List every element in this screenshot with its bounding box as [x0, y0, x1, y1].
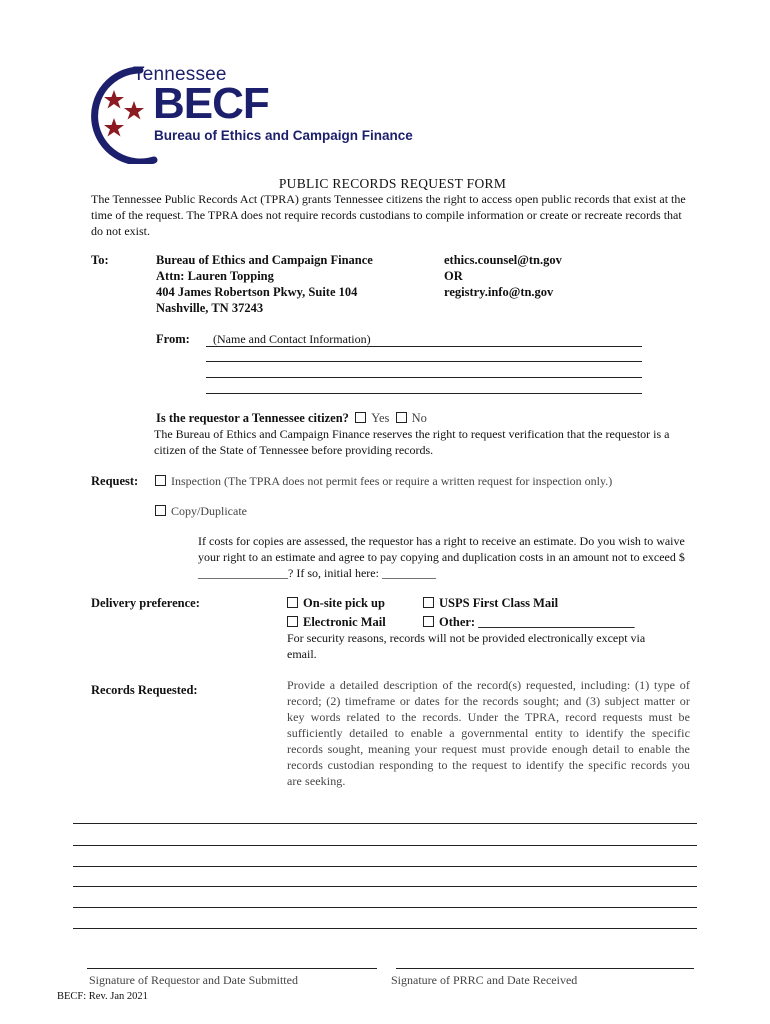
copy-label: Copy/Duplicate: [171, 504, 247, 518]
requestor-signature-caption: Signature of Requestor and Date Submitted: [89, 973, 298, 987]
delivery-other-option: [423, 614, 634, 630]
delivery-usps-option: [423, 595, 558, 611]
revision-footer: BECF: Rev. Jan 2021: [57, 991, 148, 1002]
inspection-checkbox[interactable]: [155, 475, 166, 486]
records-instructions: Provide a detailed description of the record(s) requested, including: (1) type of record; (2) timeframe or dates for the records sought; and (3) subject matter or key words related to the records. Under the TPRA, record requests must be sufficiently detailed to enable a governmental entity to identify the specific records sought, meaning your request must provide enough detail to enable the records custodian responding to the request to identify the specific records you are seeking.: [287, 678, 690, 788]
address-line: Bureau of Ethics and Campaign Finance: [156, 253, 373, 267]
star-icon: [104, 90, 124, 109]
delivery-label: Delivery preference:: [91, 596, 200, 610]
estimate-paragraph: If costs for copies are assessed, the requestor has a right to receive an estimate. Do you wish to waive your right to an estimate and agree to pay copying and duplication costs in an amount not to exceed $ _______________? If so, initial here: _________: [198, 534, 685, 580]
copy-checkbox[interactable]: [155, 505, 166, 516]
citizen-note: The Bureau of Ethics and Campaign Finance reserves the right to request verification that the requestor is a citizen of the State of Tennessee before providing records.: [154, 427, 670, 457]
address-line: 404 James Robertson Pkwy, Suite 104: [156, 285, 358, 299]
records-label: Records Requested:: [91, 683, 198, 697]
request-inspection-row: [155, 473, 612, 489]
address-line: Nashville, TN 37243: [156, 301, 264, 315]
other-checkbox[interactable]: [423, 616, 434, 627]
records-field-line-3[interactable]: [73, 866, 697, 867]
onsite-checkbox[interactable]: [287, 597, 298, 608]
becf-logo: [78, 64, 413, 164]
citizen-yes-checkbox[interactable]: [355, 412, 366, 423]
delivery-onsite-option: [287, 595, 385, 611]
citizen-question: Is the requestor a Tennessee citizen?: [156, 411, 349, 425]
from-label: From:: [156, 332, 190, 346]
prrc-signature-line[interactable]: [396, 968, 694, 969]
star-icon: [124, 101, 144, 120]
from-field-line-2[interactable]: [206, 361, 642, 362]
contact-email[interactable]: ethics.counsel@tn.gov: [444, 253, 562, 267]
usps-label: USPS First Class Mail: [439, 596, 559, 610]
citizen-no-checkbox[interactable]: [396, 412, 407, 423]
to-address: [156, 252, 416, 316]
form-title: PUBLIC RECORDS REQUEST FORM: [278, 176, 507, 191]
delivery-note: For security reasons, records will not be provided electronically except via email.: [287, 631, 646, 661]
contact-or: OR: [444, 269, 463, 283]
from-field-line-4[interactable]: [206, 393, 642, 394]
email-checkbox[interactable]: [287, 616, 298, 627]
records-field-line-6[interactable]: [73, 928, 697, 929]
contact-email[interactable]: registry.info@tn.gov: [444, 285, 554, 299]
to-label: To:: [91, 253, 109, 267]
to-contacts: [444, 252, 644, 300]
prrc-signature-caption: Signature of PRRC and Date Received: [391, 973, 578, 987]
requestor-signature-line[interactable]: [87, 968, 377, 969]
records-field-line-4[interactable]: [73, 886, 697, 887]
citizen-no-label: No: [411, 411, 427, 425]
records-field-line-2[interactable]: [73, 845, 697, 846]
citizen-question-row: [156, 410, 427, 426]
address-line: Attn: Lauren Topping: [156, 269, 274, 283]
onsite-label: On-site pick up: [303, 596, 385, 610]
usps-checkbox[interactable]: [423, 597, 434, 608]
records-field-line-5[interactable]: [73, 907, 697, 908]
star-icon: [104, 118, 124, 137]
from-placeholder: (Name and Contact Information): [213, 332, 371, 346]
citizen-yes-label: Yes: [371, 411, 390, 425]
logo-state-name: Tennessee: [133, 64, 227, 85]
logo-full-name: Bureau of Ethics and Campaign Finance: [154, 128, 413, 143]
from-field-line-1[interactable]: [206, 346, 642, 347]
delivery-email-option: [287, 614, 386, 630]
request-label: Request:: [91, 474, 139, 488]
request-copy-row: [155, 503, 247, 519]
inspection-label: Inspection (The TPRA does not permit fees or require a written request for inspection only.): [171, 474, 613, 488]
logo-acronym: BECF: [153, 79, 269, 128]
other-label: Other: _________________________: [439, 615, 635, 629]
from-field-line-3[interactable]: [206, 377, 642, 378]
intro-paragraph: The Tennessee Public Records Act (TPRA) grants Tennessee citizens the right to access open public records that exist at the time of the request. The TPRA does not require records custodians to compile information or create or recreate records that do not exist.: [91, 192, 686, 238]
records-field-line-1[interactable]: [73, 823, 697, 824]
email-label: Electronic Mail: [303, 615, 386, 629]
